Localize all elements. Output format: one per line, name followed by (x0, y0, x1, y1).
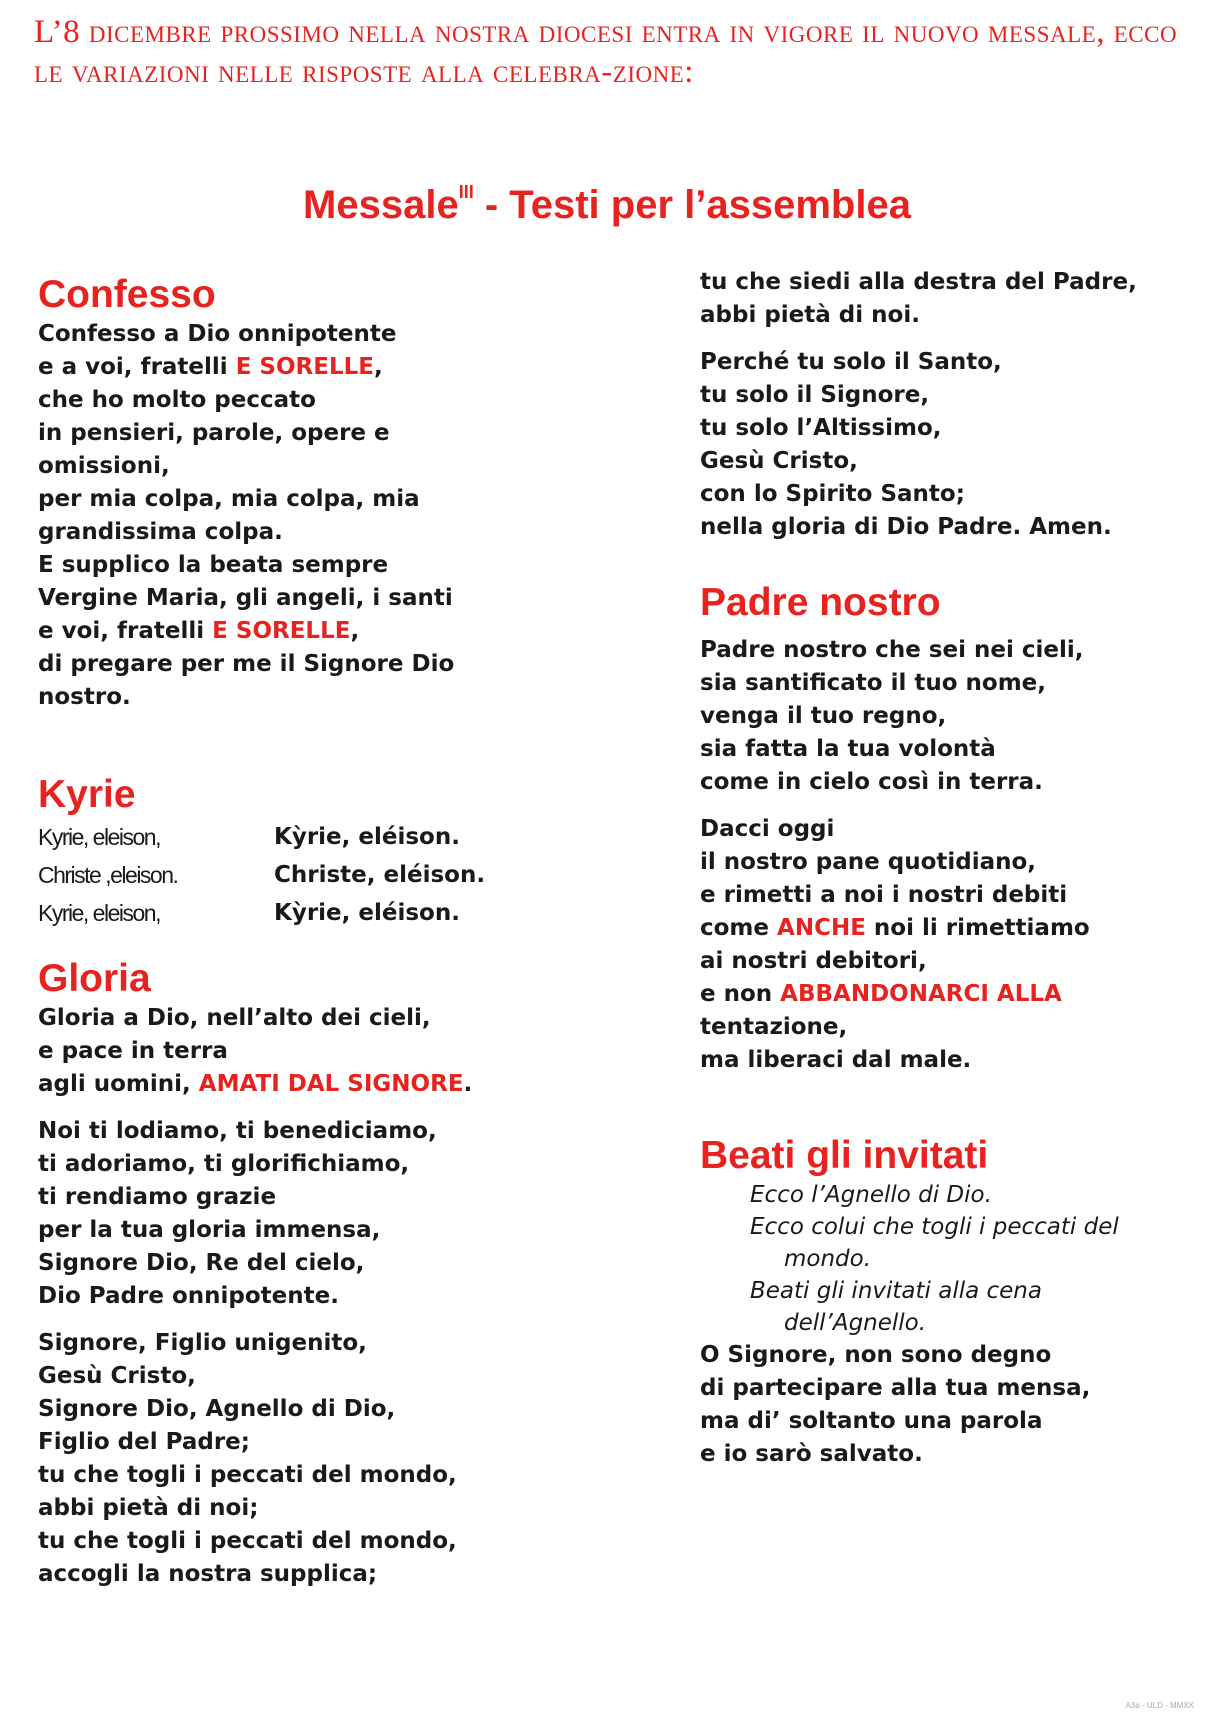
text-line: ma liberaci dal male. (700, 1047, 972, 1073)
text-line: Beati gli invitati alla cena (750, 1278, 1042, 1304)
text-line: sia santificato il tuo nome, (700, 670, 1046, 696)
variation-highlight: E SORELLE (235, 354, 374, 380)
kyrie-section (38, 772, 638, 932)
text-span: . (463, 1071, 473, 1097)
confesso-text (38, 318, 638, 714)
text-line: abbi pietà di noi; (38, 1495, 259, 1521)
confesso-heading: Confesso (38, 273, 216, 316)
text-line: in pensieri, parole, opere e (38, 420, 390, 446)
text-span: , (350, 618, 360, 644)
text-line: ma di’ soltanto una parola (700, 1408, 1043, 1434)
variation-highlight: ANCHE (777, 915, 866, 941)
text-line: E supplico la beata sempre (38, 552, 389, 578)
text-line: tu che togli i peccati del mondo, (38, 1462, 457, 1488)
text-line: che ho molto peccato (38, 387, 316, 413)
text-line: tu che togli i peccati del mondo, (38, 1528, 457, 1554)
kyrie-row (38, 894, 638, 932)
text-line: ti rendiamo grazie (38, 1184, 277, 1210)
text-line: Ecco colui che togli i peccati del (750, 1214, 1119, 1240)
text-line: per mia colpa, mia colpa, mia (38, 486, 420, 512)
kyrie-old-response: Christe ,eleison. (38, 862, 178, 888)
kyrie-new-response: Kỳrie, eléison. (274, 824, 460, 850)
gloria-block-2 (38, 1115, 638, 1313)
kyrie-row (38, 856, 638, 894)
intro-text: L’8 dicembre prossimo nella nostra diocesi entra in vigore il nuovo messale, ecco le variazioni nelle risposte alla celebra-zione: (34, 14, 1178, 90)
text-line: venga il tuo regno, (700, 703, 947, 729)
padre-nostro-section (700, 580, 1200, 1077)
text-line: Perché tu solo il Santo, (700, 349, 1002, 375)
text-line (700, 978, 1200, 1011)
text-line: Vergine Maria, gli angeli, i santi (38, 585, 453, 611)
text-line: Gesù Cristo, (700, 448, 858, 474)
beati-heading: Beati gli invitati (700, 1134, 989, 1177)
gloria-block-1 (38, 1002, 638, 1101)
text-line: tu che siedi alla destra del Padre, (700, 269, 1137, 295)
title-main: Messale (303, 183, 459, 227)
text-line: di partecipare alla tua mensa, (700, 1375, 1091, 1401)
footer-code: A3a - ULD - MMXX (1125, 1701, 1194, 1710)
text-line: Signore Dio, Agnello di Dio, (38, 1396, 396, 1422)
padre-block-2 (700, 813, 1200, 1077)
text-line: nostro. (38, 684, 131, 710)
gloria-block-3 (38, 1327, 638, 1591)
text-span: agli uomini, (38, 1071, 199, 1097)
text-line: e io sarò salvato. (700, 1441, 923, 1467)
text-line: e rimetti a noi i nostri debiti (700, 882, 1068, 908)
text-line: Signore, Figlio unigenito, (38, 1330, 367, 1356)
text-line: di pregare per me il Signore Dio (38, 651, 455, 677)
beati-response (700, 1339, 1200, 1471)
padre-nostro-heading: Padre nostro (700, 581, 941, 624)
text-span: , (373, 354, 383, 380)
title-superscript: III (458, 182, 474, 202)
title-rest: - Testi per l’assemblea (473, 183, 911, 227)
kyrie-row (38, 818, 638, 856)
text-line: il nostro pane quotidiano, (700, 849, 1037, 875)
text-line: Dacci oggi (700, 816, 835, 842)
confesso-section (38, 272, 638, 714)
text-line: Ecco l’Agnello di Dio. (750, 1182, 992, 1208)
text-line: abbi pietà di noi. (700, 302, 920, 328)
text-line: accogli la nostra supplica; (38, 1561, 378, 1587)
kyrie-heading: Kyrie (38, 773, 136, 816)
text-line: e pace in terra (38, 1038, 228, 1064)
padre-block-1 (700, 634, 1200, 799)
left-column (38, 272, 638, 1591)
text-span: e a voi, fratelli (38, 354, 236, 380)
page-title (0, 168, 1214, 229)
text-line: ti adoriamo, ti glorifichiamo, (38, 1151, 410, 1177)
beati-invitation (700, 1179, 1200, 1339)
text-line: tentazione, (700, 1014, 848, 1040)
text-line: ai nostri debitori, (700, 948, 927, 974)
text-line: Figlio del Padre; (38, 1429, 250, 1455)
beati-section (700, 1133, 1200, 1471)
text-line: per la tua gloria immensa, (38, 1217, 381, 1243)
text-span: noi li rimettiamo (865, 915, 1090, 941)
text-span: e voi, fratelli (38, 618, 213, 644)
kyrie-old-response: Kyrie, eleison, (38, 900, 160, 926)
gloria-block-4 (700, 266, 1200, 332)
kyrie-new-response: Christe, eléison. (274, 862, 486, 888)
text-line (38, 615, 638, 648)
text-line: con lo Spirito Santo; (700, 481, 965, 507)
kyrie-new-response: Kỳrie, eléison. (274, 900, 460, 926)
gloria-heading: Gloria (38, 957, 151, 1000)
text-line: Gloria a Dio, nell’alto dei cieli, (38, 1005, 431, 1031)
text-line: Noi ti lodiamo, ti benediciamo, (38, 1118, 437, 1144)
text-line: omissioni, (38, 453, 170, 479)
text-span: come (700, 915, 778, 941)
text-line (38, 1068, 638, 1101)
kyrie-old-response: Kyrie, eleison, (38, 824, 160, 850)
text-line: Dio Padre onnipotente. (38, 1283, 339, 1309)
text-line: O Signore, non sono degno (700, 1342, 1052, 1368)
text-line (700, 912, 1200, 945)
gloria-block-5 (700, 346, 1200, 544)
text-line: come in cielo così in terra. (700, 769, 1043, 795)
text-line: mondo. (784, 1246, 872, 1272)
text-line: nella gloria di Dio Padre. Amen. (700, 514, 1112, 540)
variation-highlight: E SORELLE (212, 618, 351, 644)
text-line: dell’Agnello. (784, 1310, 927, 1336)
text-line: tu solo il Signore, (700, 382, 930, 408)
variation-highlight: AMATI DAL SIGNORE (198, 1071, 464, 1097)
text-line (38, 351, 638, 384)
text-line: tu solo l’Altissimo, (700, 415, 942, 441)
text-line: sia fatta la tua volontà (700, 736, 996, 762)
right-column (700, 266, 1200, 1471)
text-line: grandissima colpa. (38, 519, 283, 545)
text-line: Gesù Cristo, (38, 1363, 196, 1389)
variation-highlight: ABBANDONARCI ALLA (780, 981, 1062, 1007)
text-line: Padre nostro che sei nei cieli, (700, 637, 1084, 663)
text-line: Signore Dio, Re del cielo, (38, 1250, 365, 1276)
text-line: Confesso a Dio onnipotente (38, 321, 397, 347)
text-span: e non (700, 981, 781, 1007)
gloria-section (38, 956, 638, 1591)
